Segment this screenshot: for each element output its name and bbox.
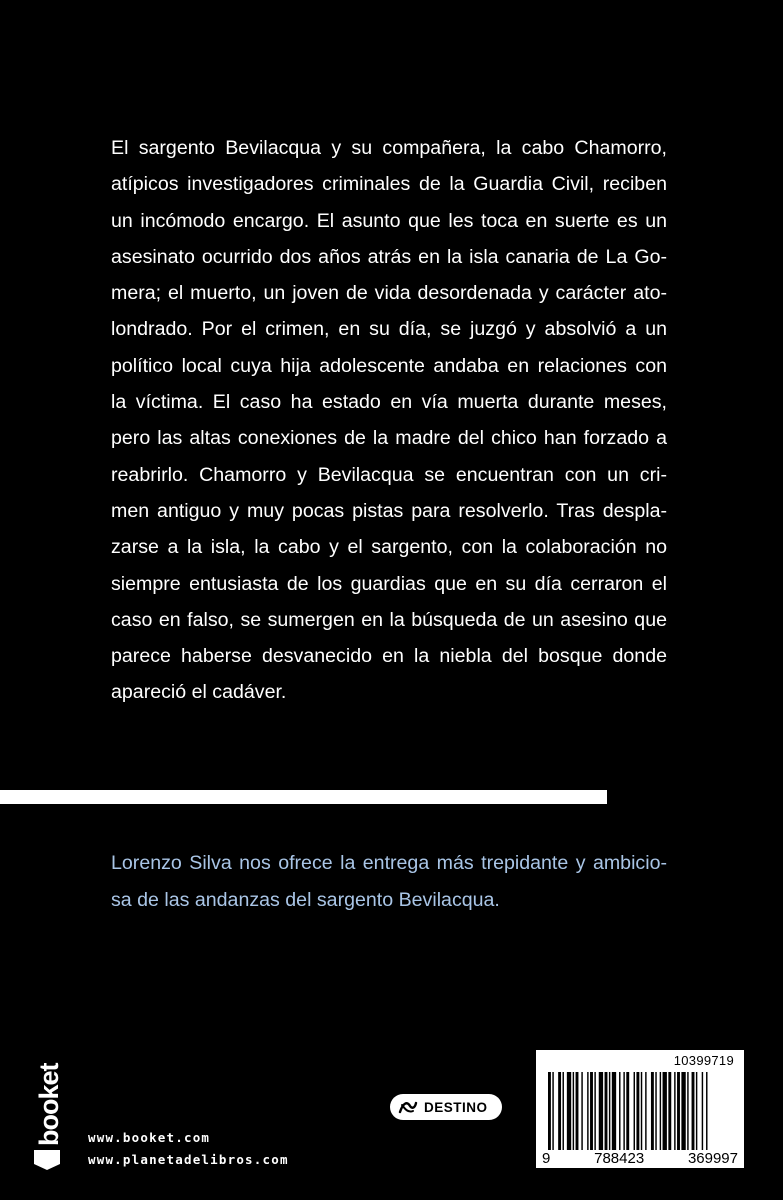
- barcode-bar: [674, 1072, 675, 1150]
- barcode-bar: [626, 1072, 629, 1150]
- synopsis-line: asesinato ocurrido dos años atrás en la isla canaria de La Go-: [111, 245, 667, 268]
- barcode-bar: [587, 1072, 588, 1150]
- synopsis-line: atípicos investigadores criminales de la Guardia Civil, reciben: [111, 173, 667, 196]
- synopsis-line: El sargento Bevilacqua y su compañera, la cabo Chamorro,: [111, 137, 667, 159]
- synopsis-line: men antiguo y muy pocas pistas para resolverlo. Tras despla-: [111, 499, 667, 522]
- url-planetadelibros: www.planetadelibros.com: [88, 1152, 289, 1167]
- barcode-bar: [599, 1072, 603, 1150]
- barcode-bar: [612, 1072, 616, 1150]
- tagline: [111, 845, 667, 919]
- barcode-bar: [677, 1072, 680, 1150]
- destino-logo-icon: [398, 1099, 418, 1115]
- barcode-bar: [645, 1072, 646, 1150]
- barcode-bar: [619, 1072, 620, 1150]
- barcode-bar: [660, 1072, 661, 1150]
- synopsis-line: un incómodo encargo. El asunto que les toca en suerte es un: [111, 209, 667, 232]
- synopsis-line: parece haberse desvanecido en la niebla del bosque donde: [111, 645, 667, 668]
- barcode-bar: [663, 1072, 667, 1150]
- booket-logo-icon: [30, 1060, 70, 1170]
- url-booket: www.booket.com: [88, 1130, 211, 1145]
- barcode-bar: [563, 1072, 564, 1150]
- synopsis-line: londrado. Por el crimen, en su día, se juzgó y absolvió a un: [111, 318, 667, 341]
- barcode-bar: [590, 1072, 593, 1150]
- barcode-bar: [548, 1072, 551, 1150]
- barcode-bar: [558, 1072, 561, 1150]
- isbn: [542, 1150, 738, 1167]
- barcode-bar: [702, 1072, 703, 1150]
- barcode-bar: [655, 1072, 656, 1150]
- imprint-urls: [88, 1127, 289, 1171]
- synopsis-line: siempre entusiasta de los guardias que en su día cerraron el: [111, 572, 667, 595]
- barcode: [536, 1050, 744, 1168]
- synopsis: [111, 130, 667, 711]
- barcode-bar: [634, 1072, 635, 1150]
- isbn-digit-group: 369997: [687, 1150, 738, 1167]
- synopsis-line: político local cuya hija adolescente andaba en relaciones con: [111, 354, 667, 377]
- barcode-bar: [681, 1072, 685, 1150]
- barcode-bar: [573, 1072, 574, 1150]
- booket-logo-text: booket: [34, 1063, 64, 1146]
- barcode-bar: [609, 1072, 610, 1150]
- barcode-bar: [636, 1072, 639, 1150]
- synopsis-line: reabrirlo. Chamorro y Bevilacqua se encuentran con un cri-: [111, 463, 667, 486]
- synopsis-line: pero las altas conexiones de la madre del chico han forzado a: [111, 427, 667, 450]
- barcode-bar: [552, 1072, 553, 1150]
- tagline-line: Lorenzo Silva nos ofrece la entrega más trepidante y ambicio-: [111, 852, 667, 874]
- synopsis-line: mera; el muerto, un joven de vida desordenada y carácter ato-: [111, 282, 667, 305]
- barcode-bars: [546, 1072, 734, 1150]
- barcode-bar: [706, 1072, 707, 1150]
- barcode-bar: [692, 1072, 695, 1150]
- divider-bar: [0, 790, 607, 804]
- isbn-digit-group: 788423: [594, 1150, 645, 1167]
- synopsis-line: apareció el cadáver.: [111, 681, 287, 704]
- barcode-bar: [576, 1072, 579, 1150]
- publisher-label: DESTINO: [424, 1099, 488, 1115]
- barcode-bar: [594, 1072, 595, 1150]
- synopsis-line: caso en falso, se sumergen en la búsqueda de un asesino que: [111, 608, 667, 631]
- barcode-code: 10399719: [673, 1053, 734, 1068]
- barcode-bar: [696, 1072, 697, 1150]
- synopsis-line: zarse a la isla, la cabo y el sargento, con la colaboración no: [111, 536, 667, 559]
- isbn-digit-group: 9: [542, 1150, 551, 1167]
- publisher-badge: [390, 1094, 502, 1120]
- barcode-bar: [687, 1072, 688, 1150]
- barcode-bar: [623, 1072, 624, 1150]
- barcode-bar: [651, 1072, 654, 1150]
- barcode-bar: [668, 1072, 671, 1150]
- barcode-bar: [641, 1072, 642, 1150]
- synopsis-line: la víctima. El caso ha estado en vía muerta durante meses,: [111, 391, 667, 414]
- barcode-bar: [567, 1072, 571, 1150]
- barcode-bar: [581, 1072, 582, 1150]
- tagline-line: sa de las andanzas del sargento Bevilacqua.: [111, 889, 500, 911]
- barcode-bar: [605, 1072, 608, 1150]
